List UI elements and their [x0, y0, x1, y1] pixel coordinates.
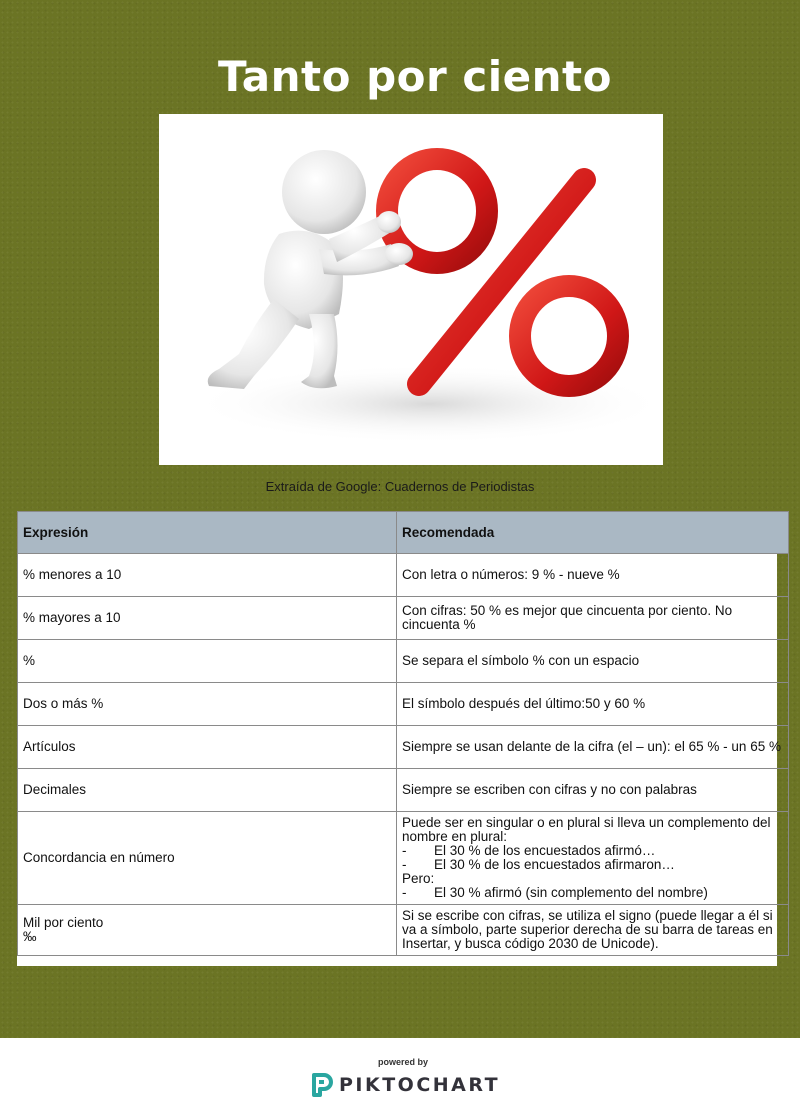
header-expression: Expresión — [18, 512, 397, 554]
recommended-cell: Siempre se usan delante de la cifra (el – un): el 65 % - un 65 % — [397, 726, 789, 769]
table-row — [18, 769, 789, 812]
table-row — [18, 905, 789, 956]
recommended-cell: El símbolo después del último:50 y 60 % — [397, 683, 789, 726]
recommendations-table — [17, 511, 781, 966]
brand-name: PIKTOCHART — [339, 1074, 501, 1096]
recommended-line: Pero: — [402, 871, 435, 886]
recommended-cell — [397, 812, 789, 905]
recommended-cell: Con cifras: 50 % es mejor que cincuenta por ciento. No cincuenta % — [397, 597, 789, 640]
table-row — [18, 597, 789, 640]
table-row — [18, 683, 789, 726]
table-row — [18, 554, 789, 597]
expression-cell: Concordancia en número — [18, 812, 397, 905]
expression-cell: Dos o más % — [18, 683, 397, 726]
image-caption: Extraída de Google: Cuadernos de Periodistas — [265, 479, 535, 494]
expression-cell: % mayores a 10 — [18, 597, 397, 640]
table-header-row — [18, 512, 789, 554]
recommended-bullet-line: - El 30 % afirmó (sin complemento del nombre) — [402, 885, 708, 900]
permille-symbol: ‰ — [23, 929, 37, 944]
person-pushing-percent-icon — [159, 114, 663, 465]
recommended-cell: Se separa el símbolo % con un espacio — [397, 640, 789, 683]
recommended-bullet-line: - El 30 % de los encuestados afirmó… — [402, 843, 656, 858]
page-title: Tanto por ciento — [218, 52, 612, 101]
hero-image — [159, 114, 663, 465]
recommended-cell: Siempre se escriben con cifras y no con palabras — [397, 769, 789, 812]
recommended-cell: Si se escribe con cifras, se utiliza el signo (puede llegar a él si va a símbolo, parte superior derecha de su barra de tareas en Insertar, y busca código 2030 de Unicode). — [397, 905, 789, 956]
recommended-line: Puede ser en singular o en plural si lleva un complemento del nombre en plural: — [402, 815, 771, 844]
piktochart-brand[interactable] — [311, 1071, 500, 1099]
expression-cell: Decimales — [18, 769, 397, 812]
expression-cell: % — [18, 640, 397, 683]
expression-text: Mil por ciento — [23, 915, 104, 930]
table-row — [18, 640, 789, 683]
header-recommended: Recomendada — [397, 512, 789, 554]
recommended-bullet-line: - El 30 % de los encuestados afirmaron… — [402, 857, 675, 872]
table-row — [18, 812, 789, 905]
piktochart-logo-icon — [311, 1072, 333, 1098]
table-row — [18, 726, 789, 769]
expression-cell — [18, 905, 397, 956]
recommended-cell: Con letra o números: 9 % - nueve % — [397, 554, 789, 597]
powered-by-text: powered by — [377, 1057, 428, 1067]
expression-cell: Artículos — [18, 726, 397, 769]
expression-cell: % menores a 10 — [18, 554, 397, 597]
